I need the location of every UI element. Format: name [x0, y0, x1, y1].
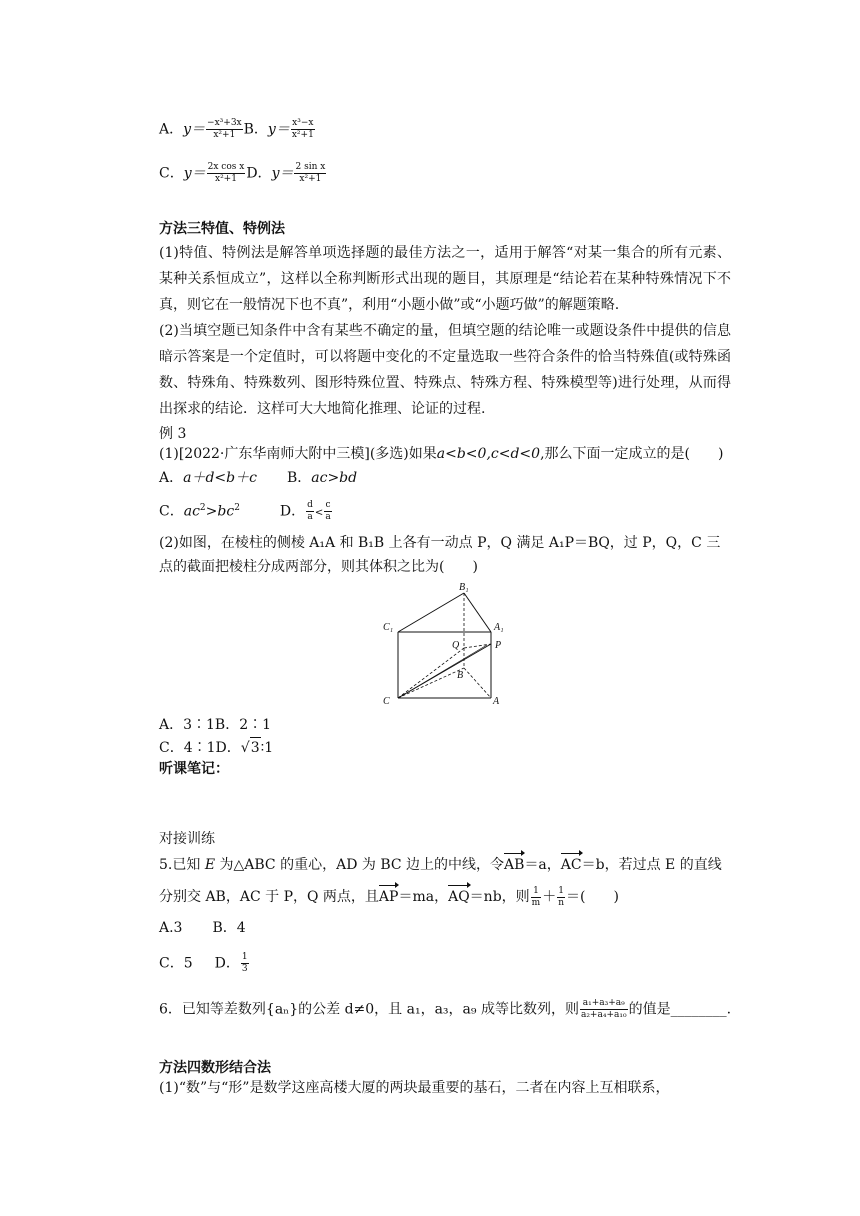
method3-paragraph-1: (1)特值、特例法是解答单项选择题的最佳方法之一，适用于解答“对某一集合的所有元素、某种关系恒成立”，这样以全称判断形式出现的题目，其原理是“结论若在某种特殊情况下不真，则它在一般情况下也不真”，利用“小题小做”或“小题巧做”的解题策略. [159, 245, 731, 313]
example3-q2-line-1: (2)如图，在棱柱的侧棱 A₁A 和 B₁B 上各有一动点 P，Q 满足 A₁P＝BQ，过 P，Q，C 三 [159, 535, 721, 551]
option-d-fraction: $\frac{\text{2 sin x}}{\text{x²+1}}$ [295, 162, 326, 184]
method3-heading: 方法三特值、特例法 [159, 221, 285, 237]
q5-options-ab: A.3 B．4 [159, 920, 246, 936]
vector-ap: AP [379, 884, 399, 907]
label-b1: B₁ [459, 582, 469, 593]
example3-title: 例 3 [159, 426, 187, 442]
label-p: P [495, 640, 502, 651]
method3-paragraph-2: (2)当填空题已知条件中含有某些不确定的量，但填空题的结论唯一或题设条件中提供的信息暗示答案是一个定值时，可以将题中变化的不定量选取一些符合条件的恰当特殊值(或特殊函数、特殊角、特殊数列、图形特殊位置、特殊点、特殊方程、特殊模型等)进行处理，从而得出探求的结论．这样可大大地简化推理、论证的过程. [159, 323, 731, 417]
q5-line-1: 5.已知 E 为△ABC 的重心，AD 为 BC 边上的中线，令AB＝a，AC＝b，若过点 E 的直线 [159, 852, 722, 875]
q5-options-cd: C．5 D． $\frac{1}{3}$ [159, 952, 248, 974]
edge-c-p-2 [398, 645, 487, 698]
method4-paragraph-1: (1)“数”与“形”是数学这座高楼大厦的两块最重要的基石，二者在内容上互相联系， [159, 1080, 670, 1096]
q4-options-cd: C．y＝ $\frac{\text{2x cos x}}{\text{x²+1}}$ D．y＝ $\frac{\text{2 sin x}}{\text{x²+1}}$ [159, 162, 326, 184]
option-d-frac-2: $\frac{c}{a}$ [325, 500, 331, 523]
q5-line-2: 分别交 AB，AC 于 P，Q 两点，且AP＝ma，AQ＝nb，则 $\frac{1}{m}$ ＋ $\frac{1}{n}$ ＝( ) [159, 885, 619, 908]
q6-line: 6．已知等差数列{aₙ}的公差 d≠0，且 a₁，a₃，a₉ 成等比数列，则 $\frac{\text{a₁+a₃+a₉}}{\text{a₂+a₄+a₁₀}}$ 的值是________. [159, 998, 732, 1020]
label-a: A [493, 696, 500, 707]
example3-q1-options-ab: A．a＋d<b＋c B．ac>bd [159, 470, 358, 486]
option-c-fraction: $\frac{\text{2x cos x}}{\text{x²+1}}$ [207, 162, 245, 184]
prism-figure [375, 580, 515, 710]
option-b-fraction: $\frac{\text{x³−x}}{\text{x²+1}}$ [291, 118, 314, 140]
option-a-fraction: $\frac{\text{−x³+3x}}{\text{x²+1}}$ [207, 118, 242, 140]
fraction-1-over-3: $\frac{1}{3}$ [241, 952, 248, 974]
example3-q2-options-ab: A．3∶1B．2∶1 [159, 717, 272, 733]
option-c-label: C． [159, 165, 184, 182]
label-q: Q [452, 640, 460, 651]
label-a1: A₁ [494, 622, 504, 633]
label-b: B [457, 670, 464, 681]
edge-c1-b1 [398, 593, 464, 632]
label-c: C [383, 696, 390, 707]
vector-ab: AB [504, 852, 524, 875]
example3-q2-options-cd: C．4∶1D．√3∶1 [159, 737, 273, 758]
lecture-notes-label: 听课笔记： [159, 761, 229, 777]
method4-heading: 方法四数形结合法 [159, 1060, 271, 1076]
option-d-frac-1: $\frac{d}{a}$ [307, 500, 313, 523]
q6-fraction: $\frac{\text{a₁+a₃+a₉}}{\text{a₂+a₄+a₁₀}}$ [580, 998, 627, 1020]
edge-b-a [464, 668, 491, 698]
edge-c-q [398, 648, 464, 698]
vector-ac: AC [561, 852, 582, 875]
edge-b1-a1 [464, 593, 491, 632]
fraction-1-over-m: $\frac{1}{m}$ [531, 885, 541, 908]
vector-aq: AQ [448, 884, 470, 907]
q4-options-ab: A．y＝ $\frac{\text{−x³+3x}}{\text{x²+1}}$ B．y＝ $\frac{\text{x³−x}}{\text{x²+1}}$ [159, 118, 314, 140]
example3-q2-line-2: 点的截面把棱柱分成两部分，则其体积之比为( ) [159, 559, 478, 575]
option-a-label: A． [159, 121, 184, 138]
label-c1: C₁ [383, 622, 394, 633]
example3-q1-options-cd: C．$ac^2>bc^2$ D． $\frac{d}{a}$ < $\frac{c}{a}$ [159, 500, 331, 523]
option-b-label: B． [243, 121, 268, 138]
practice-title: 对接训练 [159, 831, 215, 847]
option-d-label: D． [246, 165, 272, 182]
example3-q1-stem: (1)[2022·广东华南师大附中三模](多选)如果a<b<0,c<d<0,那么下面一定成立的是( ) [159, 446, 724, 462]
fraction-1-over-n: $\frac{1}{n}$ [558, 885, 564, 908]
